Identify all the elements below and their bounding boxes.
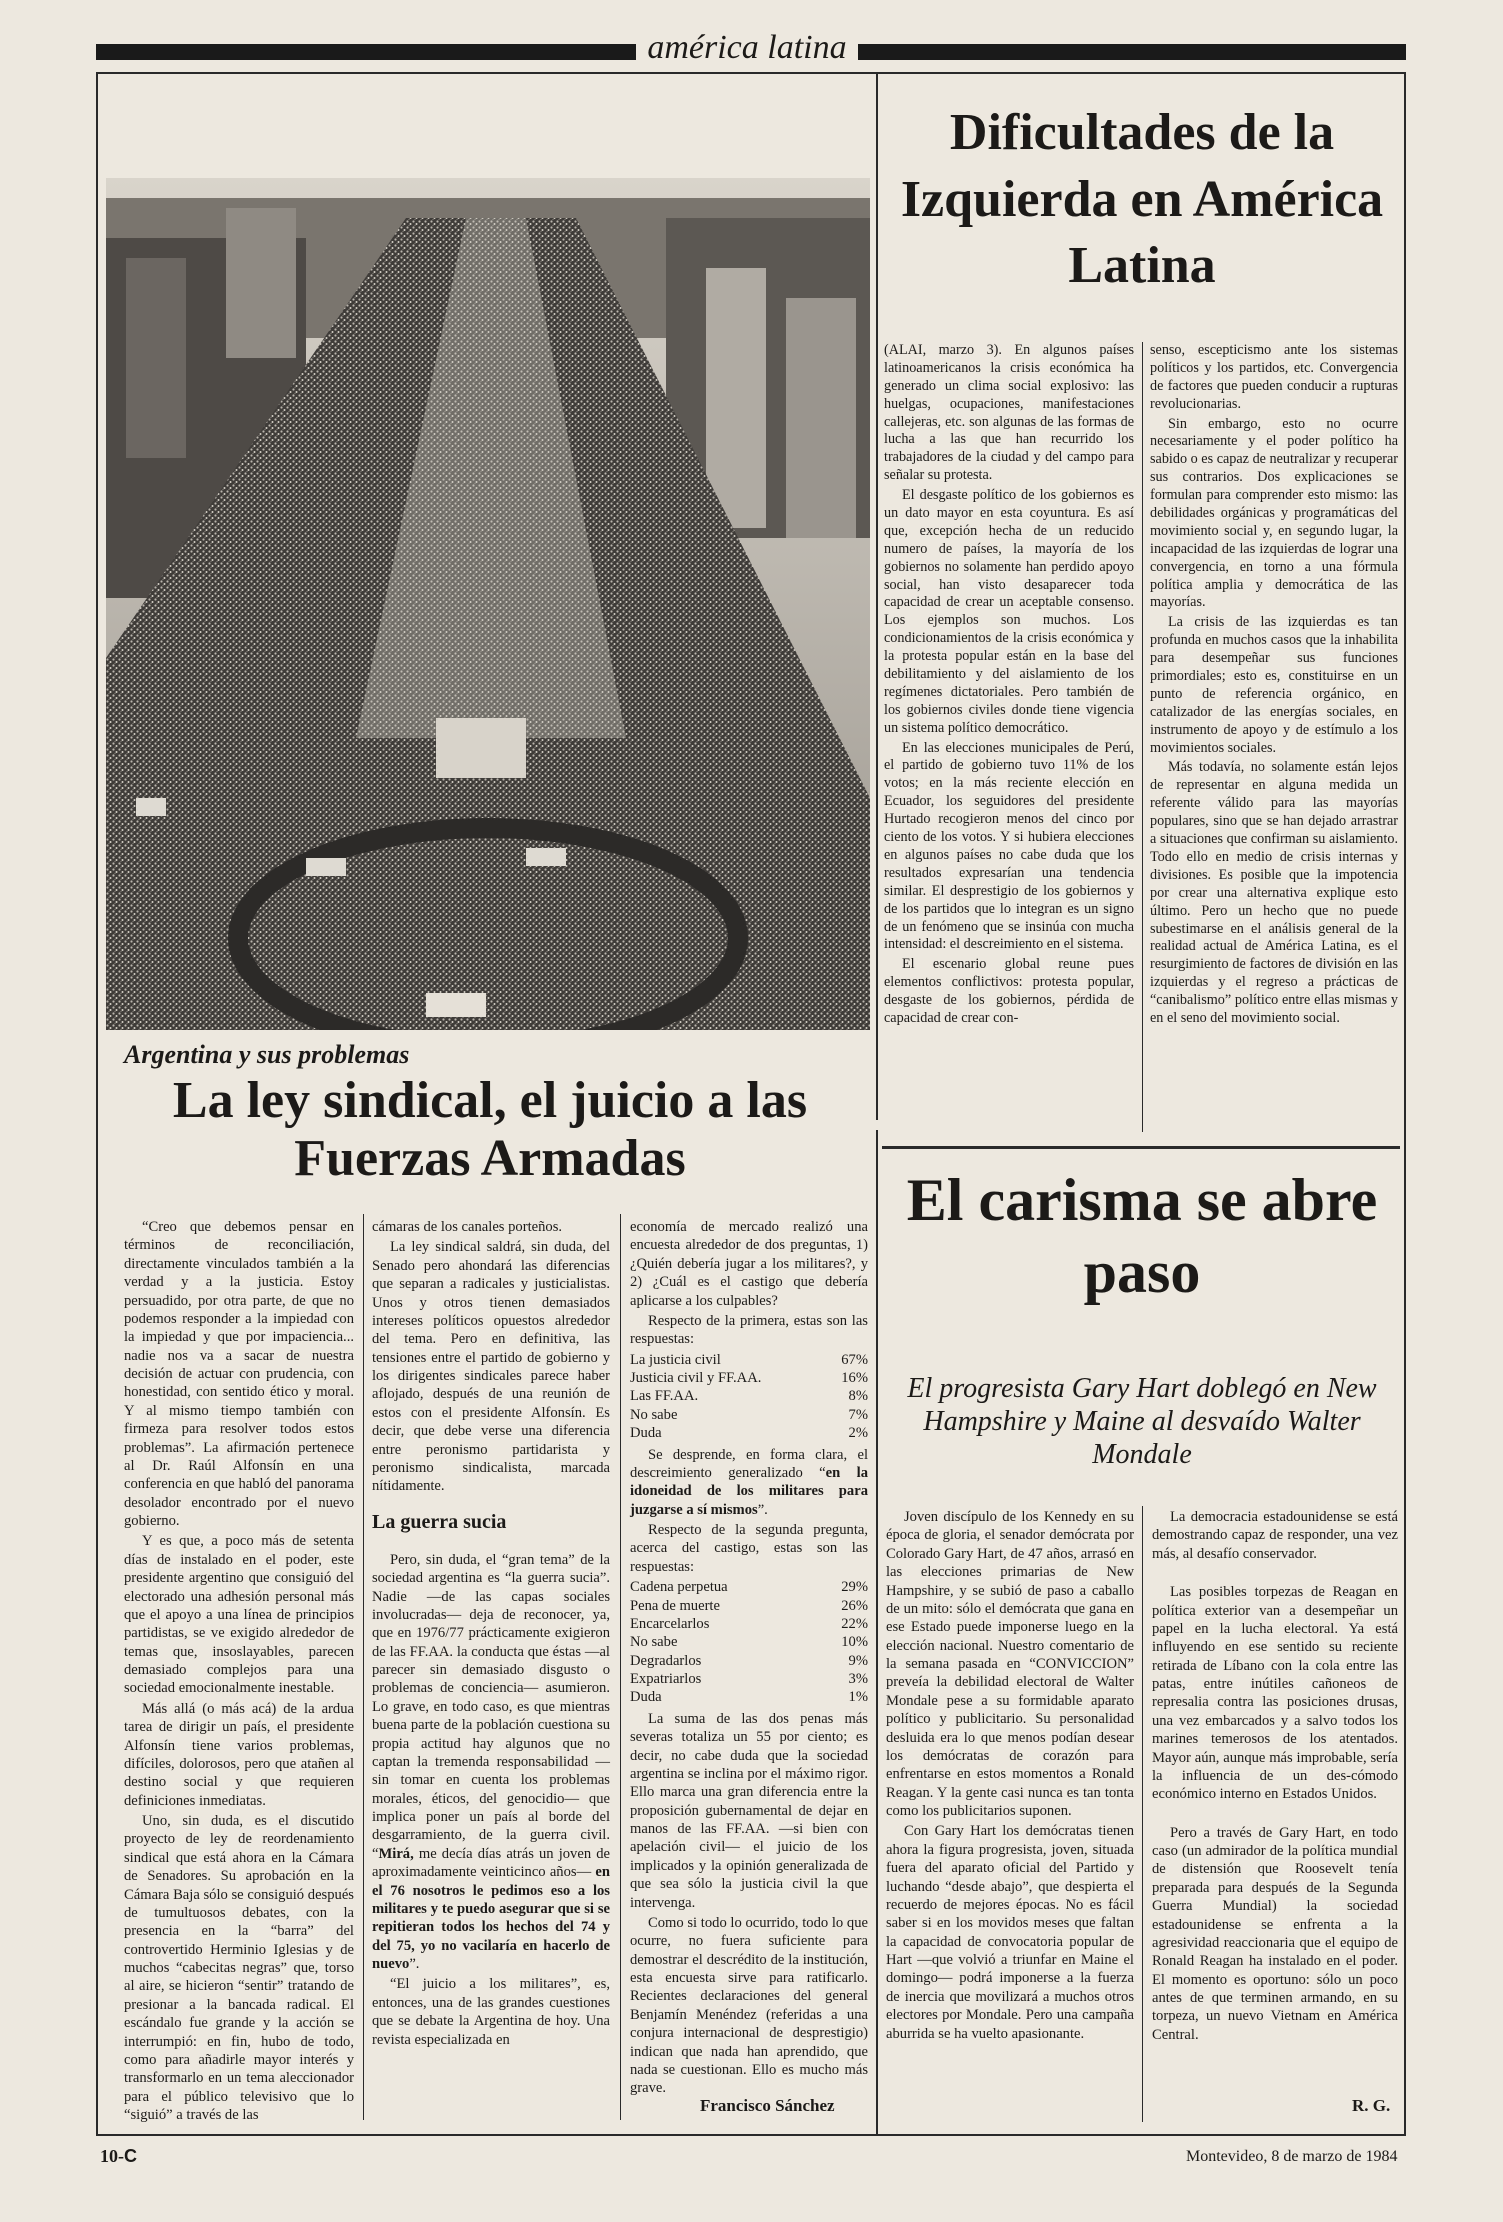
paragraph: Más allá (o más acá) de la ardua tarea de dirigir un país, el presidente Alfonsín tiene varios problemas, difíciles, dolorosos, pero que atañen al destino social y que requieren definiciones inmediatas. xyxy=(124,1700,354,1809)
paragraph: Respecto de la primera, estas son las respuestas: xyxy=(630,1312,868,1348)
survey-value: 3% xyxy=(848,1671,868,1687)
paragraph xyxy=(372,1551,610,1974)
carisma-author: R. G. xyxy=(1352,2096,1391,2115)
survey-table-1 xyxy=(630,1351,868,1443)
survey-value: 29% xyxy=(841,1579,868,1596)
survey-label: La justicia civil xyxy=(630,1351,721,1368)
rule-center xyxy=(876,1130,878,2136)
survey-table-2 xyxy=(630,1578,868,1707)
survey-row xyxy=(630,1670,868,1688)
argentina-column-2 xyxy=(372,1218,610,2051)
survey-row xyxy=(630,1424,868,1442)
paragraph: economía de mercado realizó una encuesta alrededor de dos preguntas, 1) ¿Quién debería jugar a los militares?, y 2) ¿Cuál es el castigo que debería aplicarse a los culpables? xyxy=(630,1219,868,1309)
survey-label: Pena de muerte xyxy=(630,1597,720,1614)
text-run-bold: Mirá, xyxy=(378,1845,414,1862)
paragraph: Y es que, a poco más de setenta días de instalado en el poder, este presidente argentino que consiguió del electorado una adhesión personal más que el apoyo a una línea de principios partidistas, se ve exigido alrededor de temas que, insoslayables, parecen demasiado complejos para una sociedad emocionalmente inestable. xyxy=(124,1533,354,1697)
survey-label: No sabe xyxy=(630,1406,678,1423)
guerra-sucia-subtitle: La guerra sucia xyxy=(372,1510,507,1533)
survey-label: Degradarlos xyxy=(630,1652,702,1669)
dateline: Montevideo, 8 de marzo de 1984 xyxy=(1186,2148,1398,2165)
paragraph: La democracia estadounidense se está demostrando capaz de responder, una vez más, al desafío conservador. xyxy=(1152,1509,1398,1562)
crowd-avenue-photo xyxy=(106,178,870,1030)
izquierda-column-1 xyxy=(884,342,1134,1030)
page-logo: C xyxy=(124,2146,137,2166)
survey-row xyxy=(630,1387,868,1405)
paragraph: Como si todo lo ocurrido, todo lo que ocurre, no fuera suficiente para demostrar el descrédito de la institución, esta encuesta sirve para ratificarlo. Recientes declaraciones del general Benjamín Menéndez (referidas a una conjura internacional de desprestigio) indican que nada han aprendido, que nada se cuestionan. Ello es mucho más grave. xyxy=(630,1914,868,2097)
text-run: me decía días atrás un joven de aproximadamente veinticinco años— xyxy=(372,1845,610,1881)
paragraph xyxy=(630,1446,868,1520)
paragraph: (ALAI, marzo 3). En algunos países latinoamericanos la crisis económica ha generado un clima social explosivo: las huelgas, ocupaciones, manifestaciones callejeras, etc. son algunas de las formas de lucha a las que han recurrido los trabajadores de la ciudad y del campo para señalar su protesta. xyxy=(884,342,1134,484)
survey-value: 22% xyxy=(841,1615,868,1632)
paragraph: El desgaste político de los gobiernos es un dato mayor en esta coyuntura. Es así que, excepción hecha de un reducido numero de países, la mayoría de los gobiernos no solamente han perdido apoyo social, han visto desaparecer toda capacidad de crear un aceptable consenso. Los ejemplos son muchos. Los condicionamientos de la crisis económica y la protesta popular están en la base del debilitamiento y del aislamiento de los regímenes dictatoriales. Pero también de los gobiernos civiles donde tiene vigencia un sistema político democrático. xyxy=(884,487,1134,736)
paragraph: senso, escepticismo ante los sistemas políticos y los partidos, etc. Convergencia de factores que pueden conducir a rupturas revolucionarias. xyxy=(1150,342,1398,412)
survey-label: Justicia civil y FF.AA. xyxy=(630,1370,762,1386)
carisma-subheadline: El progresista Gary Hart doblegó en New Hampshire y Maine al desvaído Walter Mondale xyxy=(907,1373,1377,1471)
section-rule-left xyxy=(96,44,636,60)
text-run-bold: en la idoneidad de los militares para juzgarse a sí mismos xyxy=(630,1464,868,1518)
survey-row xyxy=(630,1615,868,1633)
paragraph: Las posibles torpezas de Reagan en política exterior van a desempeñar un papel en la lucha electoral. Ya está influyendo en ese sentido su reciente retirada de Líbano con la cola entre las patas, entre inútiles cañoneos de represalia contra las posiciones drusas, una vez embarcados y a salvo todos los marines temerosos de los atentados. Mayor aún, aunque más improbable, sería la influencia de un des-cómodo económico interno en Estados Unidos. xyxy=(1152,1584,1398,1803)
rule-arg-col23 xyxy=(620,1214,621,2120)
izquierda-headline: Dificultades de la Izquierda en América Latina xyxy=(900,104,1384,295)
rule-arg-col12 xyxy=(363,1214,364,2120)
survey-value: 7% xyxy=(848,1406,868,1423)
rule-izq-cols xyxy=(1142,342,1143,1132)
paragraph: Sin embargo, esto no ocurre necesariamente y el poder político ha sabido o es capaz de neutralizar y recuperar sus contrarios. Dos explicaciones se formulan para comprender esto mismo: las debilidades orgánicas y programáticas del movimiento social y, en segundo lugar, la incapacidad de las izquierdas de lograr una convergencia, en torno a una fórmula política amplia y democrática de las mayorías. xyxy=(1150,415,1398,611)
survey-label: Cadena perpetua xyxy=(630,1579,728,1596)
rule-photo-right xyxy=(876,72,878,1120)
survey-label: Expatriarlos xyxy=(630,1671,702,1687)
argentina-kicker: Argentina y sus problemas xyxy=(124,1040,410,1069)
paragraph: En las elecciones municipales de Perú, el partido de gobierno tuvo 11% de los votos; en la más reciente elección en Ecuador, los seguidores del presidente Hurtado recogieron menos del cinco por ciento de los votos. Y si hubiera elecciones en algunos países no cabe duda que los resultados expresarían una tendencia similar. El desprestigio de los gobiernos y de los partidos que lo integran es un signo de un fenómeno que se insinúa con mucha intensidad: el descreimiento en el sistema. xyxy=(884,739,1134,953)
paragraph: La suma de las dos penas más severas totaliza un 55 por ciento; es decir, no cabe duda que la sociedad argentina se inclina por el máximo rigor. Ello marca una gran diferencia entre la proposición gubernamental de dejar en manos de las FF.AA. —si bien con apelación civil— el juicio de los implicados y la opinión generalizada de que sea sólo la justicia civil la que intervenga. xyxy=(630,1710,868,1911)
survey-label: No sabe xyxy=(630,1634,678,1651)
text-run-bold: en el 76 nosotros le pedimos eso a los militares y te puedo asegurar que si se repitieran todos los hechos del 74 y del 75, yo no vacilaría en hacerlo de nuevo xyxy=(372,1864,610,1973)
rule-carisma-cols xyxy=(1142,1506,1143,2122)
survey-row xyxy=(630,1633,868,1651)
survey-label: Encarcelarlos xyxy=(630,1615,710,1632)
paragraph: El escenario global reune pues elementos conflictivos: protesta popular, desgaste de los gobiernos, pérdida de capacidad de crear con- xyxy=(884,956,1134,1026)
survey-value: 67% xyxy=(841,1351,868,1368)
argentina-column-1 xyxy=(124,1218,354,2126)
paragraph: Pero a través de Gary Hart, en todo caso (un admirador de la política mundial de distensión que Roosevelt tenía preparada para después de la Segunda Guerra Mundial) la sociedad estadounidense se enfrenta a la agresividad reaccionaria que el equipo de Ronald Reagan ha instalado en el poder. El momento es oportuno: sólo un poco antes de que terminen armando, en su torpeza, un nuevo Vietnam en América Central. xyxy=(1152,1824,1398,2043)
carisma-column-1 xyxy=(886,1508,1134,2045)
survey-value: 9% xyxy=(848,1652,868,1669)
carisma-headline: El carisma se abre paso xyxy=(906,1167,1378,1305)
survey-row xyxy=(630,1652,868,1670)
page-number xyxy=(100,2146,137,2167)
paragraph: “Creo que debemos pensar en términos de reconciliación, directamente vinculados también a la verdad y a la justicia. Estoy persuadido, por otra parte, de que no podemos responder a la impiedad con la impiedad y que por impaciencia... nadie nos va a sacar de nuestra decisión de actuar con prudencia, con honestidad, con sentido ético y moral. Y al mismo tiempo también con firmeza para resolver todos estos problemas”. La afirmación pertenece al Dr. Raúl Alfonsín en una conferencia en que habló del panorama desolador encontrado por el nuevo gobierno. xyxy=(124,1219,354,1529)
survey-value: 8% xyxy=(848,1388,868,1405)
page-number-text: 10- xyxy=(100,2146,124,2166)
survey-value: 16% xyxy=(841,1370,868,1386)
paragraph-gap xyxy=(1152,1565,1398,1583)
argentina-column-3 xyxy=(630,1218,868,2100)
survey-row xyxy=(630,1351,868,1369)
survey-label: Duda xyxy=(630,1689,662,1706)
section-rule-right xyxy=(858,44,1406,60)
survey-label: Duda xyxy=(630,1425,662,1442)
paragraph: La crisis de las izquierdas es tan profunda en muchos casos que la inhabilita para desempeñar sus funciones primordiales; esto es, constituirse en un punto de referencia orgánico, en catalizador de las energías sociales, en instrumento de apoyo y de estímulo a los movimientos sociales. xyxy=(1150,614,1398,756)
section-label: américa latina xyxy=(636,28,858,68)
paragraph: Más todavía, no solamente están lejos de representar en alguna medida un referente válido para las mayorías populares, sino que se han dejado arrastrar a situaciones que confirman su aislamiento. Todo ello en medio de crisis internas y divisiones. Es posible que la impotencia por crear una alternativa explique esto último. Pero un hecho que no puede subestimarse en el análisis general de la realidad actual de América Latina, es el resurgimiento de factores de división en las izquierdas y el regreso a prácticas de “canibalismo” político entre ellas mismas y en el seno del movimiento social. xyxy=(1150,759,1398,1026)
argentina-author: Francisco Sánchez xyxy=(700,2096,835,2115)
survey-row xyxy=(630,1406,868,1424)
text-run: Se desprende, en forma clara, el descreimiento generalizado “ xyxy=(630,1446,868,1481)
survey-row xyxy=(630,1369,868,1387)
paragraph: La ley sindical saldrá, sin duda, del Senado pero ahondará las diferencias que separan a radicales y justicialistas. Unos y otros tienen demasiados intereses políticos opuestos alrededor del tema. Pero en definitiva, las tensiones entre el partido de gobierno y los dirigentes sindicales parece haber aflojado, después de una reunión de estos con el presidente Alfonsín. Es decir, que debe verse una diferencia entre peronismo partidarista y peronismo sindicalista, marcada nítidamente. xyxy=(372,1239,610,1495)
text-run: Pero, sin duda, el “gran tema” de la sociedad argentina es “la guerra sucia”. Nadie —de las capas sociales involucradas— deja de reconocer, ya, que en 1976/77 prácticamente exigieron de las FF.AA. la conducta que éstas —al parecer sin demasiado disgusto o problemas de conciencia— asumieron. Lo grave, en todo caso, es que mientras buena parte de la población cuestiona su propia actitud hay algunos que no captan la tremenda responsabilidad —sin tomar en cuenta los problemas morales, éticos, del genocidio— que implica poner un país al borde del desgarramiento, de la guerra civil. “ xyxy=(372,1551,610,1862)
survey-value: 26% xyxy=(841,1597,868,1614)
carisma-column-2 xyxy=(1152,1508,1398,2046)
survey-row xyxy=(630,1578,868,1596)
paragraph-gap xyxy=(1152,1806,1398,1824)
paragraph: Con Gary Hart los demócratas tienen ahora la figura progresista, joven, situada fuera del aparato oficial del Partido y luchando “desde abajo”, que despierta el recuerdo de mejores épocas. No es fácil saber si en los movidos meses que faltan la capacidad de convocatoria popular de Hart —que volvió a triunfar en Maine el domingo— podrá imponerse a la fuerza de inercia que movilizará a muchos otros electores por Mondale. Pero una campaña aburrida se ha vuelto apasionante. xyxy=(886,1823,1134,2042)
argentina-headline: La ley sindical, el juicio a las Fuerzas Armadas xyxy=(172,1072,808,1188)
survey-row xyxy=(630,1597,868,1615)
survey-label: Las FF.AA. xyxy=(630,1388,699,1405)
survey-value: 10% xyxy=(841,1634,868,1651)
crowd-photo-illustration xyxy=(106,178,870,1030)
rule-izquierda-bottom xyxy=(882,1146,1400,1149)
survey-row xyxy=(630,1688,868,1706)
text-run: ”. xyxy=(757,1501,768,1518)
paragraph: cámaras de los canales porteños. xyxy=(372,1219,563,1235)
paragraph: Joven discípulo de los Kennedy en su época de gloria, el senador demócrata por Colorado Gary Hart, de 47 años, arrasó en las elecciones primarias de New Hampshire, y se subió de paso a caballo de un mito: sólo el demócrata que gana en ese Estado puede imponerse luego en la elección nacional. Nuestro comentario de la semana pasada en “CONVICCION” preveía la debilidad electoral de Walter Mondale pese a su formidable aparato político y publicitario. Su personalidad desluida era lo que menos podían desear los demócratas de corazón para enfrentarse en estos momentos a Ronald Reagan. Y la gente casi nunca es tan tonta como los publicitarios suponen. xyxy=(886,1509,1134,1819)
paragraph: Uno, sin duda, es el discutido proyecto de ley de reordenamiento sindical que está ahora en la Cámara de Senadores. Su aprobación en la Cámara Baja sólo se consiguió después de tumultuosos debates, con la presencia en la “barra” del controvertido Herminio Iglesias y de muchos “cabecitas negras” que, torso al aire, se hicieron “sentir” tratando de presionar a la bancada radical. El escándalo fue grande y la acción se interrumpió: en fin, hubo de todo, como para añadirle mayor interés y transformarlo en un tema aleccionador para el público televisivo que lo “siguió” a través de las xyxy=(124,1813,354,2123)
text-run: ”. xyxy=(409,1956,420,1973)
survey-value: 2% xyxy=(848,1425,868,1442)
paragraph: Respecto de la segunda pregunta, acerca del castigo, estas son las respuestas: xyxy=(630,1522,868,1575)
paragraph: “El juicio a los militares”, es, entonces, una de las grandes cuestiones que se debate la Argentina de hoy. Una revista especializada en xyxy=(372,1976,610,2048)
izquierda-column-2 xyxy=(1150,342,1398,1030)
survey-value: 1% xyxy=(848,1689,868,1706)
